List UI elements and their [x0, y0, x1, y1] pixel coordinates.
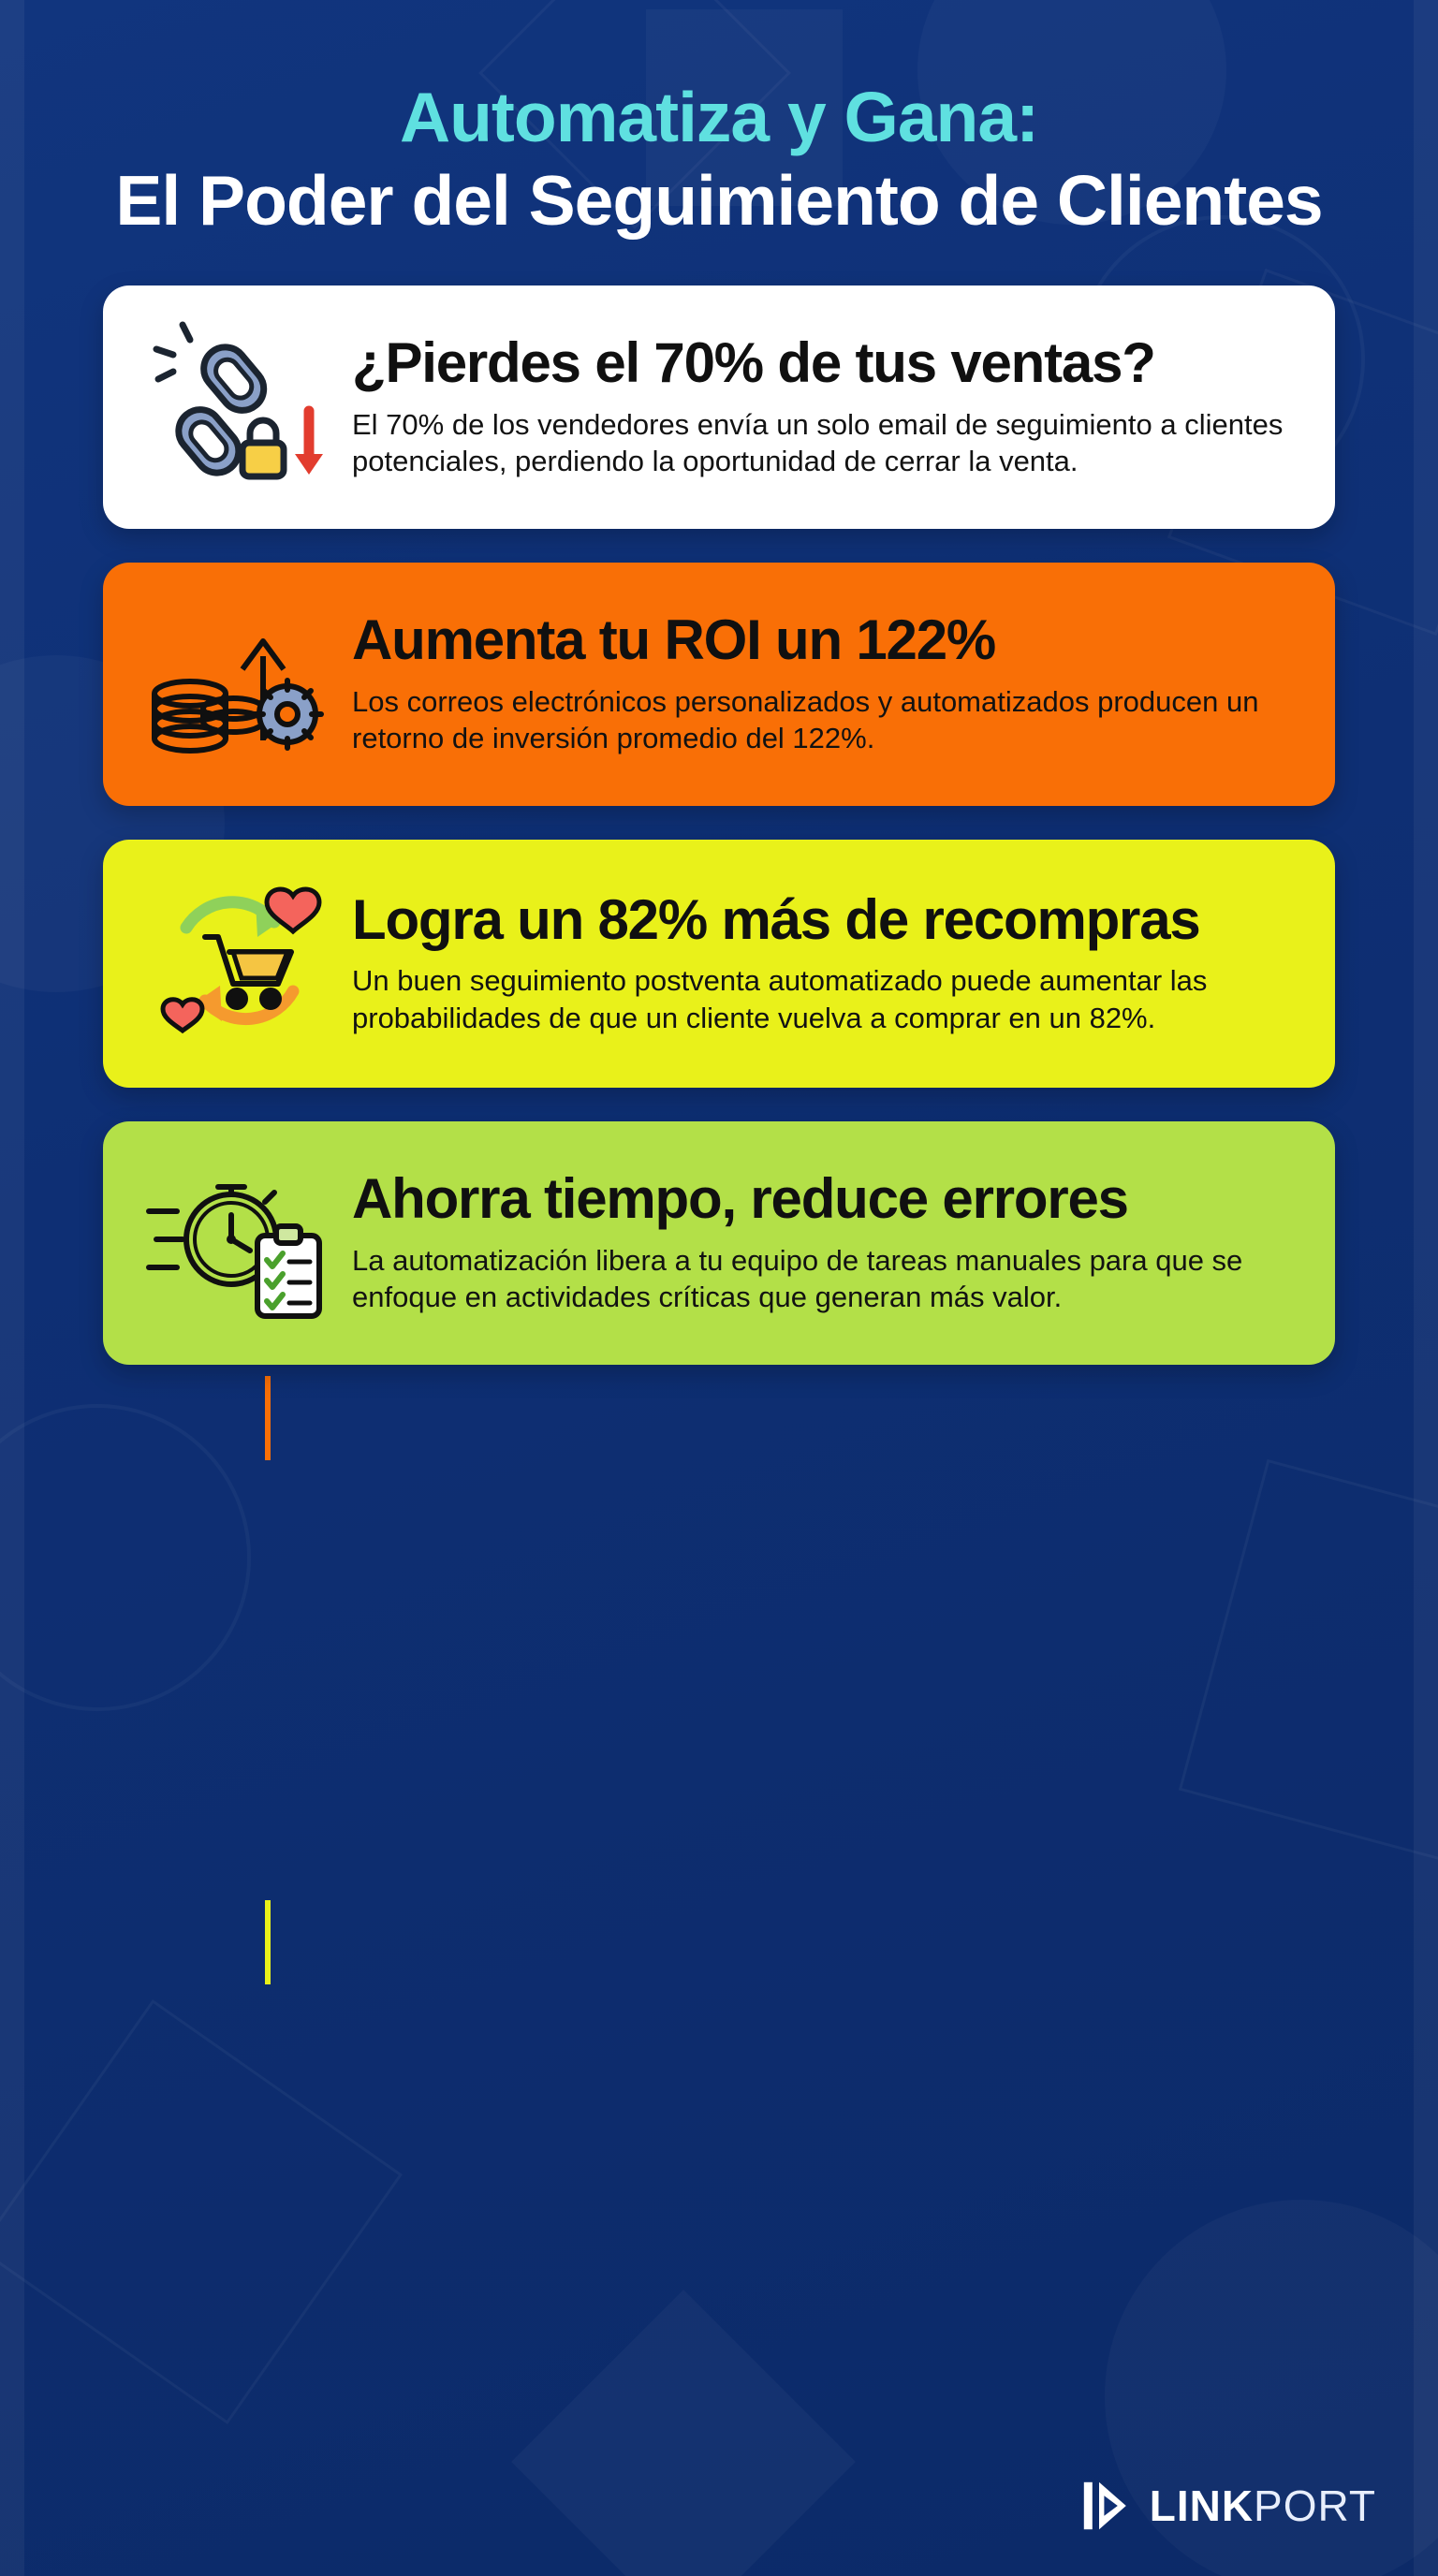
title-line-2: El Poder del Seguimiento de Clientes [115, 160, 1323, 240]
connector-2 [265, 1376, 271, 1460]
brand-footer [1082, 2479, 1376, 2533]
repeat-purchase-cart-icon [131, 868, 346, 1060]
card-item [103, 1121, 1335, 1365]
card-heading: Aumenta tu ROI un 122% [352, 608, 996, 672]
bg-diamond-2 [0, 1999, 403, 2424]
card-text: La automatización libera a tu equipo de tareas manuales para que se enfoque en actividades críticas que generan más valor. [352, 1243, 1243, 1314]
connector-3 [265, 1900, 271, 1984]
card-text: El 70% de los vendedores envía un solo email de seguimiento a clientes potenciales, perdiendo la oportunidad de cerrar la venta. [352, 407, 1284, 478]
card-heading: ¿Pierdes el 70% de tus ventas? [352, 331, 1155, 395]
page-title [0, 0, 1438, 239]
card-item [103, 285, 1335, 529]
card-content [346, 887, 1299, 1037]
coins-growth-gear-icon [131, 591, 346, 778]
broken-chain-lock-icon [131, 314, 346, 501]
card-content [346, 1167, 1299, 1316]
brand-name-thin: PORT [1254, 2481, 1376, 2530]
bg-ring-2 [0, 1404, 251, 1711]
linkport-mark-icon [1082, 2479, 1133, 2533]
card-item [103, 840, 1335, 1088]
brand-name [1150, 2481, 1376, 2531]
card-text: Los correos electrónicos personalizados y automatizados producen un retorno de inversión promedio del 122%. [352, 684, 1259, 755]
bg-diamond-3 [511, 2290, 856, 2576]
bg-square-3 [1179, 1459, 1438, 1879]
card-content [346, 608, 1299, 757]
brand-name-bold: LINK [1149, 2481, 1255, 2530]
card-content [346, 331, 1299, 480]
stopwatch-checklist-icon [131, 1149, 346, 1337]
card-text: Un buen seguimiento postventa automatizado puede aumentar las probabilidades de que un cliente vuelva a comprar en un 82%. [352, 964, 1208, 1034]
card-item [103, 563, 1335, 806]
card-heading: Ahorra tiempo, reduce errores [352, 1167, 1128, 1231]
card-heading: Logra un 82% más de recompras [352, 887, 1200, 951]
title-line-1: Automatiza y Gana: [399, 78, 1039, 156]
card-list [0, 285, 1438, 1365]
